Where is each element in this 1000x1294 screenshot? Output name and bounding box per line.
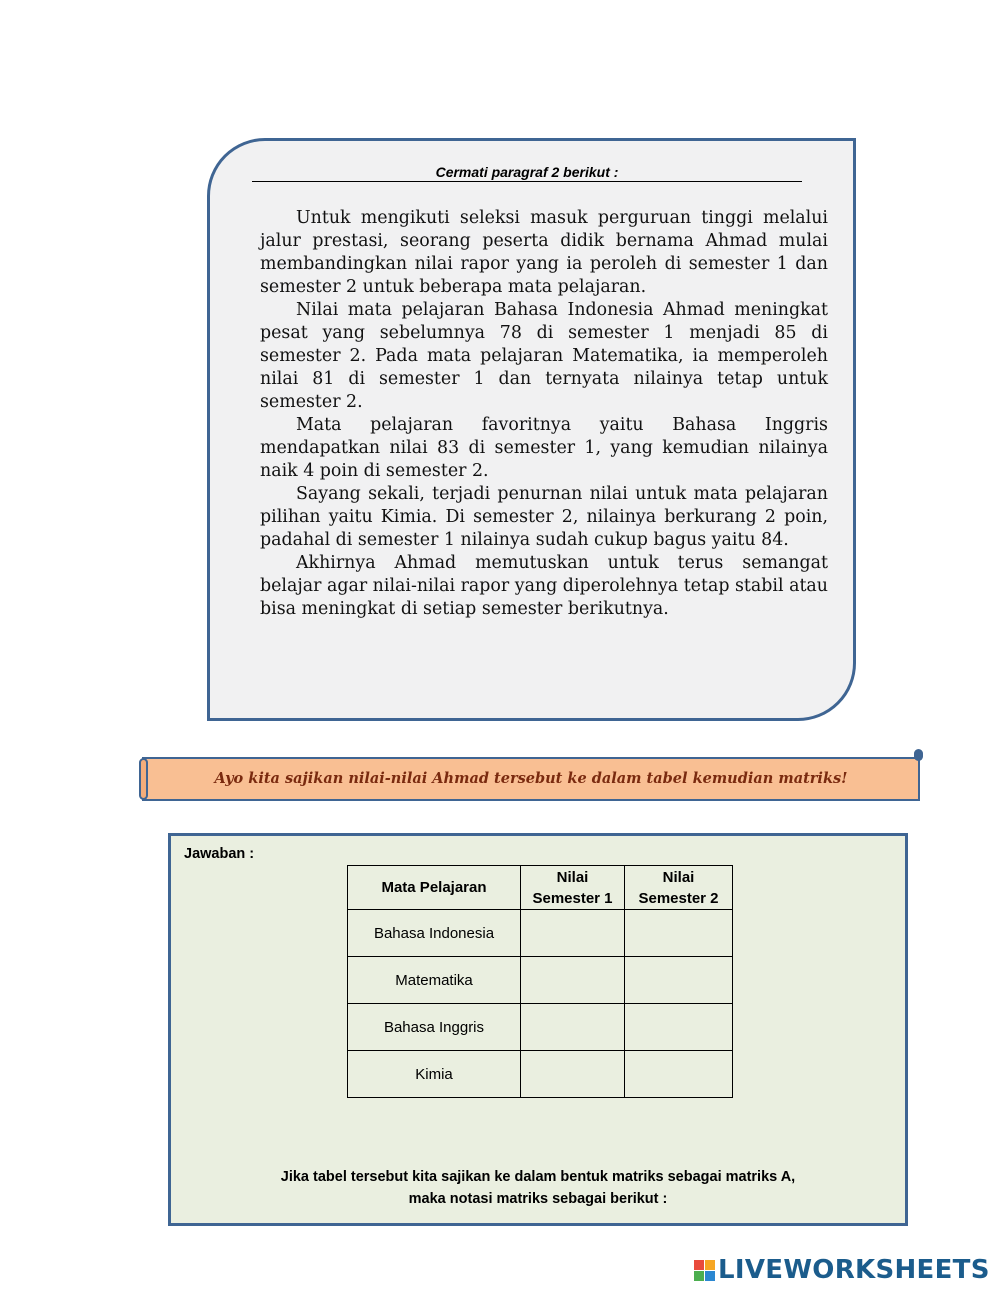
- card-title: Cermati paragraf 2 berikut :: [252, 163, 802, 182]
- header-semester-1: [521, 866, 625, 910]
- table-header-row: [348, 866, 733, 910]
- header-semester-2-label: Nilai Semester 2: [638, 868, 719, 907]
- answer-box: [168, 833, 908, 1226]
- banner-text: Ayo kita sajikan nilai-nilai Ahmad tersebut ke dalam tabel kemudian matriks!: [214, 770, 848, 787]
- reading-card: [207, 138, 856, 721]
- table-row: [348, 957, 733, 1004]
- instruction-banner: [142, 757, 920, 801]
- paragraph: Sayang sekali, terjadi penurnan nilai untuk mata pelajaran pilihan yaitu Kimia. Di semester 2, nilainya berkurang 2 poin, padahal di semester 1 nilainya sudah cukup bagus yaitu 84.: [260, 484, 828, 550]
- subject-cell: Bahasa Inggris: [348, 1004, 521, 1051]
- paragraph: Untuk mengikuti seleksi masuk perguruan tinggi melalui jalur prestasi, seorang peserta didik bernama Ahmad mulai membandingkan nilai rapor yang ia peroleh di semester 1 dan semester 2 untuk beberapa mata pelajaran.: [260, 208, 828, 297]
- header-semester-2: [625, 866, 733, 910]
- table-row: [348, 1004, 733, 1051]
- table-row: [348, 910, 733, 957]
- matrix-instruction-line-1: Jika tabel tersebut kita sajikan ke dalam bentuk matriks sebagai matriks A,: [280, 1169, 796, 1185]
- matrix-instruction-line-2: maka notasi matriks sebagai berikut :: [408, 1191, 668, 1207]
- paragraph: Nilai mata pelajaran Bahasa Indonesia Ahmad meningkat pesat yang sebelumnya 78 di semester 1 menjadi 85 di semester 2. Pada mata pelajaran Matematika, ia memperoleh nilai 81 di semester 1 dan ternyata nilainya tetap untuk semester 2.: [260, 300, 828, 412]
- reading-paragraphs: [260, 207, 828, 621]
- semester-1-input[interactable]: [521, 957, 625, 1004]
- semester-2-input[interactable]: [625, 957, 733, 1004]
- semester-2-input[interactable]: [625, 1051, 733, 1098]
- header-subject: Mata Pelajaran: [348, 866, 521, 910]
- logo-block: [694, 1271, 704, 1281]
- logo-text: LIVEWORKSHEETS: [718, 1255, 990, 1285]
- semester-1-input[interactable]: [521, 1004, 625, 1051]
- answer-label: Jawaban :: [184, 846, 255, 862]
- header-semester-1-label: Nilai Semester 1: [532, 868, 613, 907]
- paragraph: Akhirnya Ahmad memutuskan untuk terus semangat belajar agar nilai-nilai rapor yang diperolehnya tetap stabil atau bisa meningkat di setiap semester berikutnya.: [260, 553, 828, 619]
- logo-block: [694, 1260, 704, 1270]
- liveworksheets-logo: [694, 1255, 990, 1285]
- semester-1-input[interactable]: [521, 910, 625, 957]
- subject-cell: Matematika: [348, 957, 521, 1004]
- logo-block: [705, 1260, 715, 1270]
- subject-cell: Bahasa Indonesia: [348, 910, 521, 957]
- semester-2-input[interactable]: [625, 1004, 733, 1051]
- paragraph: Mata pelajaran favoritnya yaitu Bahasa Inggris mendapatkan nilai 83 di semester 1, yang kemudian nilainya naik 4 poin di semester 2.: [260, 415, 828, 481]
- matrix-instruction: [171, 1166, 905, 1210]
- table-row: [348, 1051, 733, 1098]
- logo-block: [705, 1271, 715, 1281]
- logo-blocks-icon: [694, 1260, 715, 1281]
- semester-2-input[interactable]: [625, 910, 733, 957]
- semester-1-input[interactable]: [521, 1051, 625, 1098]
- score-table: [347, 865, 733, 1098]
- subject-cell: Kimia: [348, 1051, 521, 1098]
